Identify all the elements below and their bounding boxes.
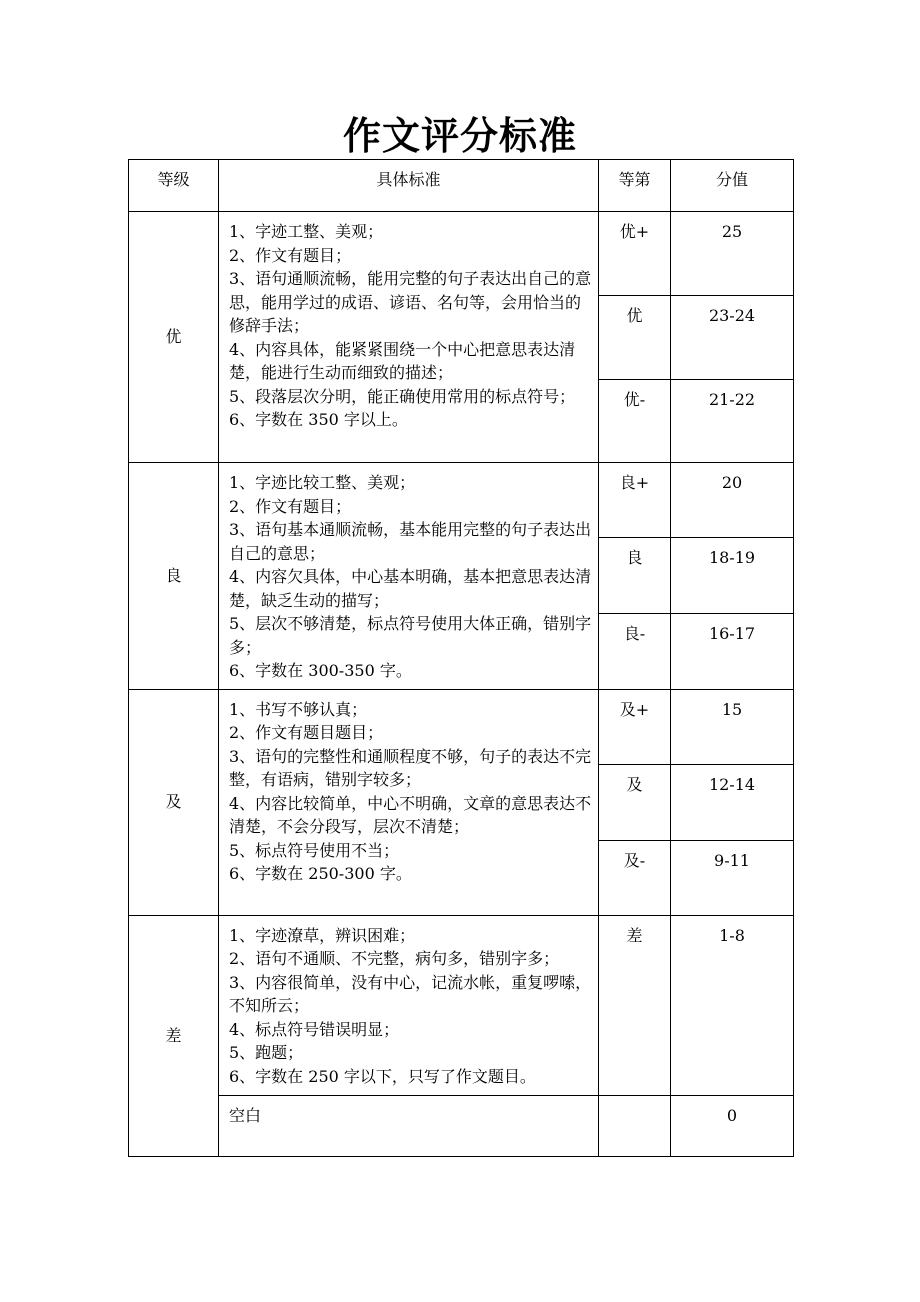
score-cell: 0 bbox=[671, 1095, 794, 1156]
standard-item: 6、字数在 250 字以下，只写了作文题目。 bbox=[229, 1066, 536, 1086]
score-cell: 21-22 bbox=[671, 380, 794, 463]
header-grade: 等级 bbox=[129, 160, 219, 212]
rank-cell: 优 bbox=[599, 296, 671, 380]
score-cell: 25 bbox=[671, 212, 794, 296]
rank-cell: 及- bbox=[599, 840, 671, 915]
standard-item: 6、字数在 300-350 字。 bbox=[229, 661, 412, 680]
rank-cell: 及 bbox=[599, 764, 671, 840]
standard-item: 6、字数在 250-300 字。 bbox=[229, 864, 412, 883]
standard-item: 2、语句不通顺、不完整，病句多，错别字多； bbox=[229, 949, 560, 968]
standard-item: 4、标点符号错误明显； bbox=[229, 1019, 400, 1039]
standard-item: 4、内容比较简单，中心不明确，文章的意思表达不清楚，不会分段写，层次不清楚； bbox=[229, 793, 592, 836]
standard-item: 6、字数在 350 字以上。 bbox=[229, 410, 408, 429]
standard-cell bbox=[219, 463, 599, 690]
score-cell: 9-11 bbox=[671, 840, 794, 915]
standard-item: 1、字迹工整、美观； bbox=[229, 222, 384, 241]
header-rank: 等第 bbox=[599, 160, 671, 212]
header-score: 分值 bbox=[671, 160, 794, 212]
scoring-rubric-table bbox=[128, 159, 794, 1157]
score-cell: 16-17 bbox=[671, 614, 794, 689]
standard-item: 2、作文有题目； bbox=[229, 496, 352, 516]
rank-cell: 差 bbox=[599, 915, 671, 1095]
table-row bbox=[129, 1095, 794, 1156]
score-cell: 15 bbox=[671, 689, 794, 764]
standard-item: 4、内容欠具体，中心基本明确，基本把意思表达清楚，缺乏生动的描写； bbox=[229, 567, 592, 610]
rank-cell: 良 bbox=[599, 538, 671, 614]
grade-cell: 及 bbox=[129, 689, 219, 915]
rank-cell: 优- bbox=[599, 380, 671, 463]
standard-item: 4、内容具体，能紧紧围绕一个中心把意思表达清楚，能进行生动而细致的描述； bbox=[229, 339, 576, 382]
score-cell: 18-19 bbox=[671, 538, 794, 614]
header-standard: 具体标准 bbox=[219, 160, 599, 212]
score-cell: 1-8 bbox=[671, 915, 794, 1095]
standard-item: 3、语句基本通顺流畅，基本能用完整的句子表达出自己的意思； bbox=[229, 520, 592, 563]
standard-item: 3、语句通顺流畅，能用完整的句子表达出自己的意思，能用学过的成语、谚语、名句等，会用恰当的修辞手法； bbox=[229, 269, 592, 335]
standard-item: 2、作文有题目； bbox=[229, 245, 352, 265]
rank-cell: 良- bbox=[599, 614, 671, 689]
header-row bbox=[129, 160, 794, 212]
rank-cell bbox=[599, 1095, 671, 1156]
table-row bbox=[129, 689, 794, 764]
rank-cell: 良+ bbox=[599, 463, 671, 538]
score-cell: 20 bbox=[671, 463, 794, 538]
grade-cell: 良 bbox=[129, 463, 219, 690]
standard-item: 5、层次不够清楚，标点符号使用大体正确，错别字多； bbox=[229, 614, 592, 657]
standard-item: 5、段落层次分明，能正确使用常用的标点符号； bbox=[229, 386, 576, 406]
standard-cell bbox=[219, 689, 599, 915]
grade-cell: 优 bbox=[129, 212, 219, 463]
standard-cell bbox=[219, 212, 599, 463]
standard-item: 1、字迹潦草，辨识困难； bbox=[229, 925, 416, 945]
standard-item: 1、字迹比较工整、美观； bbox=[229, 473, 416, 492]
table-row bbox=[129, 915, 794, 1095]
page-title: 作文评分标准 bbox=[342, 113, 577, 158]
score-cell: 12-14 bbox=[671, 764, 794, 840]
grade-cell: 差 bbox=[129, 915, 219, 1156]
standard-cell-blank: 空白 bbox=[219, 1095, 599, 1156]
standard-item: 5、跑题； bbox=[229, 1043, 304, 1062]
rank-cell: 及+ bbox=[599, 689, 671, 764]
score-cell: 23-24 bbox=[671, 296, 794, 380]
standard-item: 5、标点符号使用不当； bbox=[229, 840, 400, 860]
standard-item: 3、语句的完整性和通顺程度不够，句子的表达不完整，有语病，错别字较多； bbox=[229, 746, 592, 789]
table-row bbox=[129, 463, 794, 538]
standard-item: 3、内容很简单，没有中心，记流水帐，重复啰嗦，不知所云； bbox=[229, 972, 592, 1015]
rank-cell: 优+ bbox=[599, 212, 671, 296]
table-row bbox=[129, 212, 794, 296]
standard-cell bbox=[219, 915, 599, 1095]
standard-item: 2、作文有题目题目； bbox=[229, 723, 384, 742]
standard-item: 1、书写不够认真； bbox=[229, 699, 368, 719]
